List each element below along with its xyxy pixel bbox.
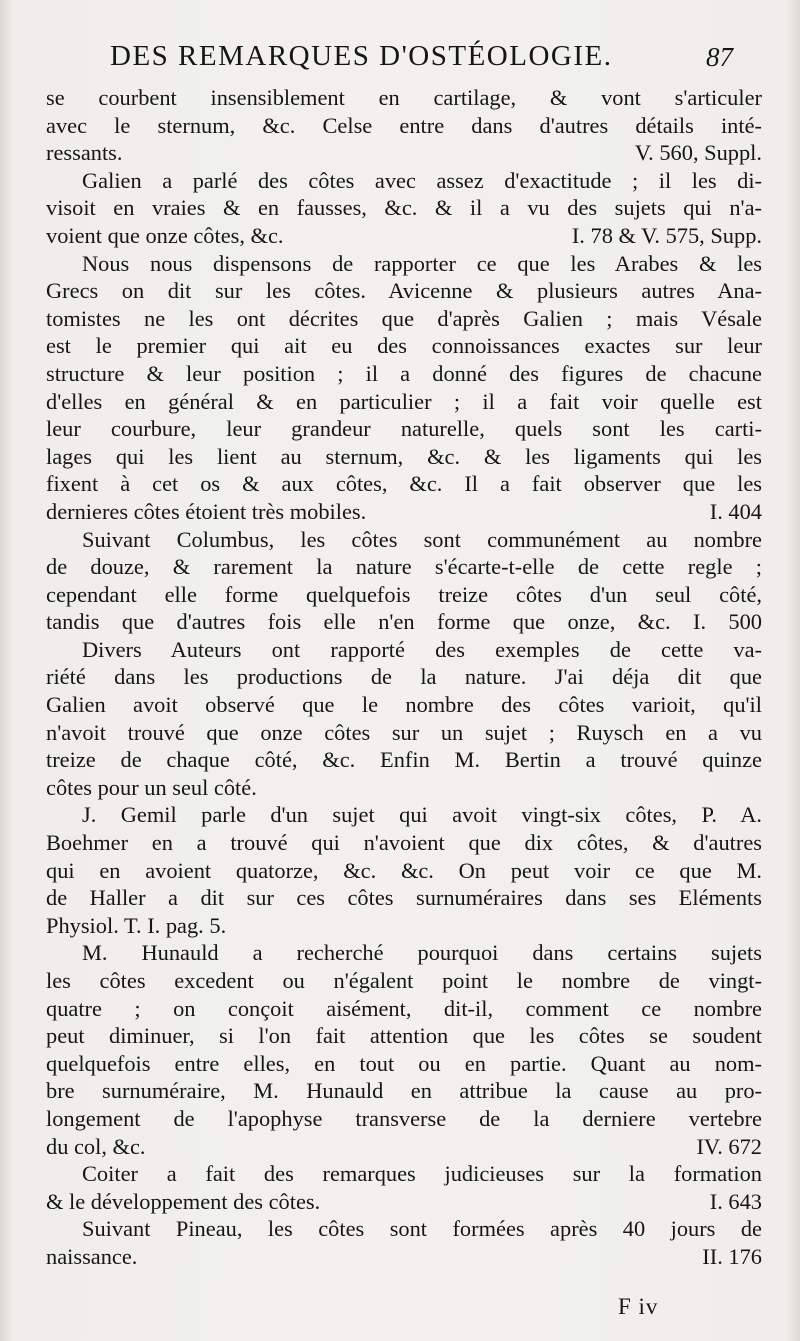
- line-text: Galien a parlé des côtes avec assez d'exactitude ; il les di-: [82, 167, 762, 193]
- text-line: [46, 250, 762, 278]
- text-line: [46, 470, 762, 498]
- line-text: Coiter a fait des remarques judicieuses sur la formation: [82, 1161, 762, 1187]
- text-line: [46, 526, 762, 554]
- line-text: d'elles en général & en particulier ; il a fait voir quelle est: [46, 388, 762, 414]
- line-text: riété dans les productions de la nature. J'ai déja dit que: [46, 664, 762, 690]
- line-text: Grecs on dit sur les côtes. Avicenne & plusieurs autres Ana-: [46, 278, 762, 304]
- text-line: [46, 112, 762, 140]
- line-text: cependant elle forme quelquefois treize côtes d'un seul côté,: [46, 581, 762, 607]
- text-line: [46, 719, 762, 747]
- line-text: J. Gemil parle d'un sujet qui avoit vingt-six côtes, P. A.: [82, 802, 762, 828]
- line-text: avec le sternum, &c. Celse entre dans d'autres détails inté-: [46, 112, 762, 138]
- text-line: [46, 388, 762, 416]
- line-text: Boehmer en a trouvé qui n'avoient que dix côtes, & d'autres: [46, 830, 762, 856]
- text-line: [46, 691, 762, 719]
- line-text: quelquefois entre elles, en tout ou en partie. Quant au nom-: [46, 1050, 762, 1076]
- text-line: [46, 774, 762, 802]
- line-text: naissance.: [46, 1243, 138, 1269]
- line-text: de Haller a dit sur ces côtes surnuméraires dans ses Eléments: [46, 885, 762, 911]
- line-text: leur courbure, leur grandeur naturelle, quels sont les carti-: [46, 416, 762, 442]
- page-footer: [0, 1290, 800, 1326]
- line-text: voient que onze côtes, &c.: [46, 222, 284, 248]
- line-text: les côtes excedent ou n'égalent point le nombre de vingt-: [46, 968, 762, 993]
- citation-reference: I. 78 & V. 575, Supp.: [571, 222, 762, 248]
- line-text: dernieres côtes étoient très mobiles.: [46, 498, 367, 524]
- text-line: [46, 1077, 762, 1105]
- line-text: côtes pour un seul côté.: [46, 774, 257, 800]
- line-text: peut diminuer, si l'on fait attention que les côtes se soudent: [46, 1023, 762, 1049]
- body-text: [46, 84, 762, 1271]
- line-text: Suivant Columbus, les côtes sont communément au nombre: [82, 526, 762, 552]
- text-line: [46, 746, 762, 774]
- text-line: [46, 912, 762, 940]
- line-text: Physiol. T. I. pag. 5.: [46, 912, 227, 938]
- line-text: Galien avoit observé que le nombre des côtes varioit, qu'il: [46, 692, 762, 718]
- line-text: n'avoit trouvé que onze côtes sur un sujet ; Ruysch en a vu: [46, 719, 762, 745]
- text-line: [46, 498, 762, 526]
- text-line: [46, 1105, 762, 1133]
- text-line: [46, 967, 762, 995]
- line-text: Suivant Pineau, les côtes sont formées après 40 jours de: [82, 1216, 762, 1242]
- text-line: [46, 332, 762, 360]
- text-line: [46, 1215, 762, 1243]
- citation-reference: II. 176: [702, 1243, 762, 1269]
- line-text: fixent à cet os & aux côtes, &c. Il a fait observer que les: [46, 471, 762, 497]
- text-line: [46, 801, 762, 829]
- citation-reference: I. 643: [709, 1188, 762, 1214]
- line-text: visoit en vraies & en fausses, &c. & il a vu des sujets qui n'a-: [46, 195, 762, 221]
- page-number: 87: [706, 42, 733, 72]
- line-text: bre surnuméraire, M. Hunauld en attribue la cause au pro-: [46, 1078, 762, 1104]
- line-text: longement de l'apophyse transverse de la derniere vertebre: [46, 1105, 762, 1131]
- line-text: Nous nous dispensons de rapporter ce que les Arabes & les: [82, 250, 762, 276]
- text-line: [46, 608, 762, 636]
- text-line: [46, 360, 762, 388]
- citation-reference: I. 404: [709, 498, 762, 524]
- text-line: [46, 305, 762, 333]
- line-text: de douze, & rarement la nature s'écarte-t-elle de cette regle ;: [46, 554, 762, 580]
- text-line: [46, 194, 762, 222]
- text-line: [46, 277, 762, 305]
- text-line: [46, 939, 762, 967]
- page-header: [0, 40, 800, 84]
- text-line: [46, 581, 762, 609]
- text-line: [46, 553, 762, 581]
- citation-reference: V. 560, Suppl.: [634, 140, 762, 166]
- line-text: quatre ; on conçoit aisément, dit-il, comment ce nombre: [46, 995, 762, 1021]
- text-line: [46, 663, 762, 691]
- line-text: tomistes ne les ont décrites que d'après Galien ; mais Vésale: [46, 305, 762, 331]
- text-line: [46, 84, 762, 112]
- text-line: [46, 415, 762, 443]
- text-line: [46, 857, 762, 885]
- text-line: [46, 1243, 762, 1271]
- line-text: & le développement des côtes.: [46, 1188, 321, 1214]
- text-line: [46, 222, 762, 250]
- text-line: [46, 1022, 762, 1050]
- text-line: [46, 167, 762, 195]
- line-text: M. Hunauld a recherché pourquoi dans certains sujets: [82, 940, 762, 966]
- running-title: DES REMARQUES D'OSTÉOLOGIE.: [110, 40, 613, 72]
- line-text: qui en avoient quatorze, &c. &c. On peut voir ce que M.: [46, 857, 762, 883]
- text-line: [46, 1133, 762, 1161]
- text-line: [46, 443, 762, 471]
- text-line: [46, 1188, 762, 1216]
- text-line: [46, 636, 762, 664]
- text-line: [46, 1160, 762, 1188]
- text-line: [46, 139, 762, 167]
- signature-mark: F iv: [618, 1294, 659, 1319]
- text-line: [46, 829, 762, 857]
- line-text: se courbent insensiblement en cartilage, & vont s'articuler: [46, 85, 762, 110]
- line-text: ressants.: [46, 140, 123, 166]
- text-line: [46, 1050, 762, 1078]
- text-line: [46, 995, 762, 1023]
- line-text: tandis que d'autres fois elle n'en forme que onze, &c. I. 500: [46, 609, 762, 635]
- citation-reference: IV. 672: [696, 1133, 762, 1159]
- line-text: treize de chaque côté, &c. Enfin M. Bertin a trouvé quinze: [46, 747, 762, 773]
- text-line: [46, 884, 762, 912]
- line-text: lages qui les lient au sternum, &c. & les ligaments qui les: [46, 443, 762, 469]
- line-text: Divers Auteurs ont rapporté des exemples de cette va-: [82, 636, 762, 662]
- line-text: structure & leur position ; il a donné des figures de chacune: [46, 360, 762, 386]
- line-text: du col, &c.: [46, 1133, 146, 1159]
- line-text: est le premier qui ait eu des connoissances exactes sur leur: [46, 333, 762, 359]
